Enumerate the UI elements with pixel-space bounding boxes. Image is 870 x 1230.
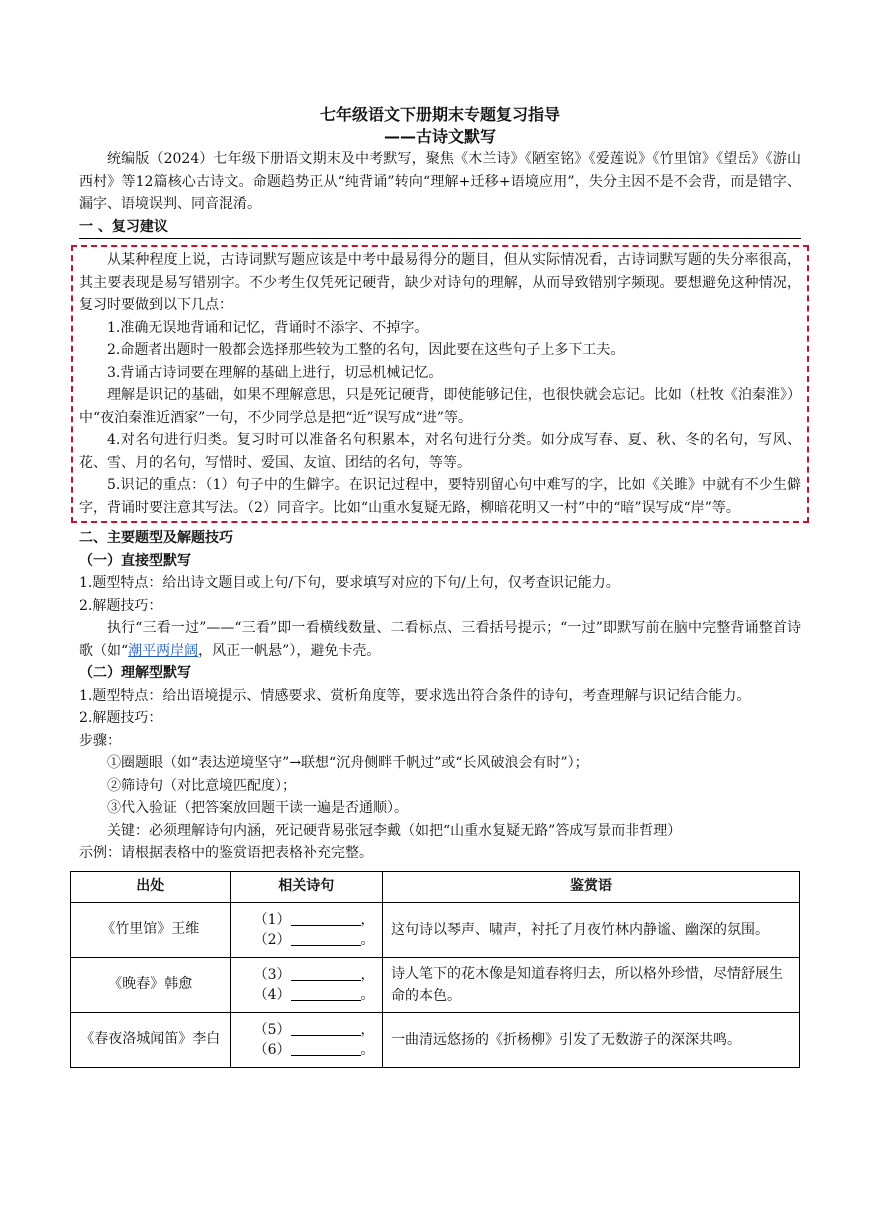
table-header-row [71,871,800,902]
row-source: 《春夜洛城闻笛》李白 [71,1012,231,1067]
blank-number: （1） [253,911,291,928]
section1-heading: 一 、复习建议 [79,216,801,240]
row-appreciation: 诗人笔下的花木像是知道春将归去，所以格外珍惜，尽情舒展生命的本色。 [382,957,799,1012]
poem-table [70,871,800,1068]
blank-number: （2） [253,931,291,948]
row-source: 《竹里馆》王维 [71,902,231,957]
sub2-key: 关键：必须理解诗句内涵，死记硬背易张冠李戴（如把“山重水复疑无路”答成写景而非哲理） [107,822,682,839]
table-row [71,957,800,1012]
example-instruction: 示例：请根据表格中的鉴赏语把表格补充完整。 [79,845,373,861]
sub1-line-2: 2.解题技巧： [79,597,163,614]
row-appreciation: 一曲清远悠扬的《折杨柳》引发了无数游子的深深共鸣。 [382,1012,799,1067]
blank-number: （6） [253,1041,291,1058]
sub2-heading: （二）理解型默写 [79,665,191,681]
row-blanks [230,1012,382,1067]
advice-item-5: 5.识记的重点：（1）句子中的生僻字。在识记过程中，要特别留心句中难写的字，比如《关雎》中就有不少生僻字，背诵时要注意其写法。（2）同音字。比如“山重水复疑无路，柳暗花明又一村”中的“暗”误写成“岸”等。 [79,477,801,516]
header-lines: 相关诗句 [230,871,382,902]
blank-punct: 。 [360,931,375,948]
blank-number: （5） [253,1021,291,1038]
advice-paragraph: 从某种程度上说，古诗词默写题应该是中考中最易得分的题目，但从实际情况看，古诗词默写题的失分率很高，其主要表现是易写错别字。不少考生仅凭死记硬背，缺少对诗句的理解，从而导致错别字频现。要想避免这种情况，复习时要做到以下几点： [79,252,801,313]
blank-number: （4） [253,986,291,1003]
answer-blank[interactable] [291,911,361,926]
sub2-steps-label: 步骤： [79,732,121,749]
sub2-line-2: 2.解题技巧： [79,710,163,726]
answer-blank[interactable] [291,966,361,981]
sub2-step-3: ③代入验证（把答案放回题干读一遍是否通顺）。 [107,800,408,816]
advice-item-3: 3.背诵古诗词要在理解的基础上进行，切忌机械记忆。 [107,364,443,381]
advice-item-2: 2.命题者出题时一般都会选择那些较为工整的名句，因此要在这些句子上多下工夫。 [107,342,625,358]
sub1-technique-a: 执行“三看一过”——“三看”即一看横线数量、二看标点、三看括号提示；“一过”即默写前在脑中完整背诵整首诗歌（如“ [79,620,801,659]
intro-paragraph: 统编版（2024）七年级下册语文期末及中考默写，聚焦《木兰诗》《陋室铭》《爱莲说》《竹里馆》《望岳》《游山西村》等12篇核心古诗文。命题趋势正从“纯背诵”转向“理解+迁移+语境应用”，失分主因不是不会背，而是错字、漏字、语境误判、同音混淆。 [79,151,801,212]
header-appreciation: 鉴赏语 [382,871,799,902]
table-row [71,902,800,957]
sub1-line-1: 1.题型特点：给出诗文题目或上句/下句，要求填写对应的下句/上句，仅考查识记能力。 [79,575,620,591]
table-row [71,1012,800,1067]
poem-link[interactable]: 潮平两岸阔 [128,642,199,659]
answer-blank[interactable] [291,1021,361,1036]
blank-punct: ， [360,911,375,928]
row-appreciation: 这句诗以琴声、啸声，衬托了月夜竹林内静谧、幽深的氛围。 [382,902,799,957]
blank-punct: 。 [360,1041,375,1058]
advice-item-1: 1.准确无误地背诵和记忆，背诵时不添字、不掉字。 [107,319,429,336]
sub2-step-2: ②筛诗句（对比意境匹配度）； [107,777,296,794]
section2-heading: 二、主要题型及解题技巧 [79,530,233,546]
document-page [79,104,801,1068]
answer-blank[interactable] [291,931,361,946]
document-title: 七年级语文下册期末专题复习指导 [319,105,560,124]
document-subtitle: ——古诗文默写 [383,127,496,146]
header-source: 出处 [71,871,231,902]
sub1-heading: （一）直接型默写 [79,552,191,569]
answer-blank[interactable] [291,1041,361,1056]
advice-item-4: 4.对名句进行归类。复习时可以准备名句积累本，对名句进行分类。如分成写春、夏、秋、冬的名句，写风、花、雪、月的名句，写惜时、爱国、友谊、团结的名句，等等。 [79,432,801,471]
sub1-technique [79,617,801,662]
row-blanks [230,957,382,1012]
row-blanks [230,902,382,957]
blank-punct: 。 [360,986,375,1003]
advice-explanation: 理解是识记的基础，如果不理解意思，只是死记硬背，即使能够记住，也很快就会忘记。比如（杜牧《泊秦淮》）中“夜泊秦淮近酒家”一句，不少同学总是把“近”误写成“进”等。 [79,387,801,426]
blank-punct: ， [360,966,375,983]
sub2-step-1: ①圈题眼（如“表达逆境坚守”→联想“沉舟侧畔千帆过”或“长风破浪会有时”）； [107,755,589,771]
row-source: 《晚春》韩愈 [71,957,231,1012]
blank-number: （3） [253,966,291,983]
answer-blank[interactable] [291,986,361,1001]
sub1-technique-b: ，风正一帆悬”），避免卡壳。 [198,642,381,659]
blank-punct: ， [360,1021,375,1038]
sub2-line-1: 1.题型特点：给出语境提示、情感要求、赏析角度等，要求选出符合条件的诗句，考查理解与识记结合能力。 [79,687,751,704]
advice-box [71,245,809,523]
